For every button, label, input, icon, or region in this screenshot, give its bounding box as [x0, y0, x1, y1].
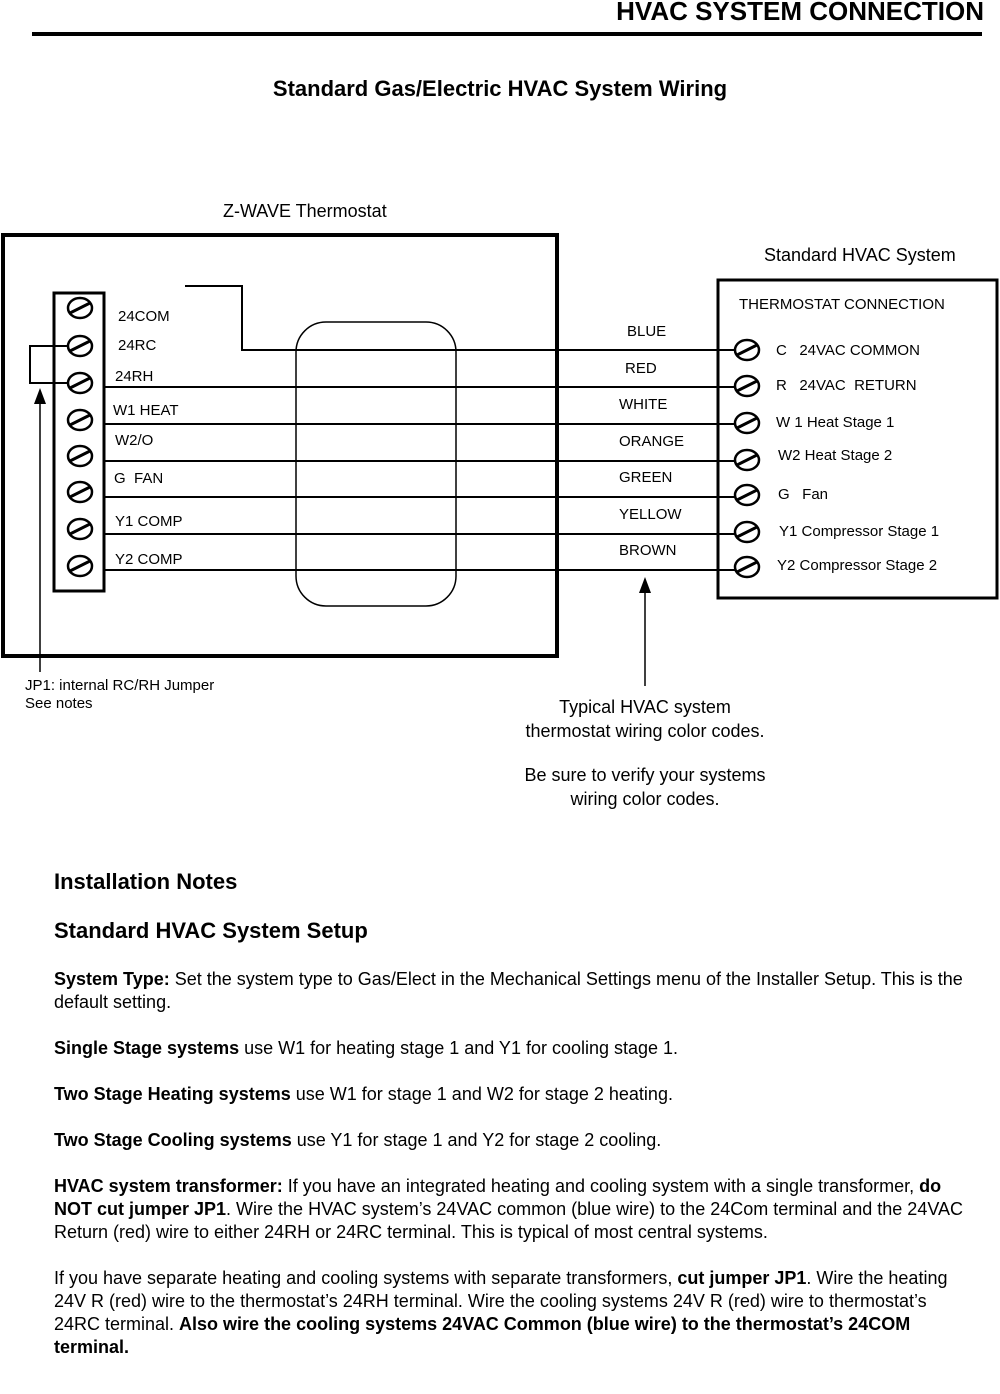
- installation-notes: [54, 870, 964, 1382]
- header-title: HVAC SYSTEM CONNECTION: [616, 0, 984, 26]
- screw-y1: [68, 519, 92, 539]
- screw-y2: [68, 556, 92, 576]
- jumper-jp1: [30, 346, 68, 383]
- terminal-label-y1: Y1 COMP: [115, 513, 183, 530]
- terminal-label-g: G FAN: [114, 470, 164, 487]
- colorcode-caption: [480, 695, 810, 811]
- caption-line3: Be sure to verify your systems: [524, 765, 766, 785]
- note-system-type: System Type: Set the system type to Gas/Elect in the Mechanical Settings menu of the Installer Setup. This is the default setting.: [54, 969, 963, 1012]
- caption-line1: Typical HVAC system: [559, 697, 731, 717]
- thermostat-component: [296, 322, 456, 606]
- screw-24rc: [68, 336, 92, 356]
- jumper-pointer-arrowhead: [34, 388, 46, 404]
- screw-w1: [68, 410, 92, 430]
- wire-label-red: RED: [625, 360, 657, 377]
- page-title: Standard Gas/Electric HVAC System Wiring: [272, 76, 728, 101]
- hvac-screws: [735, 340, 759, 577]
- caption-line2: thermostat wiring color codes.: [525, 721, 765, 741]
- hvac-box: [718, 280, 997, 598]
- hvac-screw-g: [735, 485, 759, 505]
- screw-24com: [68, 298, 92, 318]
- hvac-label-c: C 24VAC COMMON: [776, 342, 920, 359]
- notes-subheading: Standard HVAC System Setup: [54, 918, 368, 943]
- thermostat-screws: [68, 298, 92, 576]
- jumper-note-line1: JP1: internal RC/RH Jumper: [25, 677, 215, 694]
- hvac-label-r: R 24VAC RETURN: [776, 377, 917, 394]
- wire-24com: [185, 286, 557, 350]
- screw-24rh: [68, 373, 92, 393]
- wire-label-orange: ORANGE: [619, 433, 685, 450]
- terminal-label-24rc: 24RC: [118, 337, 157, 354]
- hvac-label-y2: Y2 Compressor Stage 2: [777, 557, 938, 574]
- hvac-label-g: G Fan: [778, 486, 829, 503]
- notes-heading: Installation Notes: [54, 869, 238, 894]
- hvac-label-y1: Y1 Compressor Stage 1: [779, 523, 940, 540]
- hvac-label-w1: W 1 Heat Stage 1: [776, 414, 895, 431]
- hvac-screw-w2: [735, 450, 759, 470]
- hvac-label-w2: W2 Heat Stage 2: [778, 447, 893, 464]
- jumper-note-line2: See notes: [25, 695, 93, 712]
- hvac-screw-y2: [735, 557, 759, 577]
- note-single-stage: Single Stage systems use W1 for heating stage 1 and Y1 for cooling stage 1.: [54, 1038, 679, 1058]
- hvac-header: THERMOSTAT CONNECTION: [739, 296, 945, 313]
- note-two-stage-heating: Two Stage Heating systems use W1 for stage 1 and W2 for stage 2 heating.: [54, 1084, 673, 1104]
- note-transformer: HVAC system transformer: If you have an integrated heating and cooling system with a single transformer, do NOT cut jumper JP1. Wire the HVAC system’s 24VAC common (blue wire) to the 24Com terminal and the 24VAC Return (red) wire to either 24RH or 24RC terminal. This is typical of most central systems.: [54, 1176, 964, 1242]
- wire-label-green: GREEN: [619, 469, 673, 486]
- hvac-screw-y1: [735, 522, 759, 542]
- note-separate-transformers: If you have separate heating and cooling systems with separate transformers, cut jumper JP1. Wire the heating 24V R (red) wire to the thermostat’s 24RH terminal. Wire the cooling systems 24V R (red) wire to thermostat’s 24RC terminal. Also wire the cooling systems 24VAC Common (blue wire) to the thermostat’s 24COM terminal.: [54, 1268, 948, 1357]
- colorcode-pointer-arrowhead: [639, 577, 651, 593]
- terminal-label-w2: W2/O: [115, 432, 154, 449]
- wire-label-yellow: YELLOW: [619, 506, 682, 523]
- screw-g: [68, 482, 92, 502]
- wire-label-brown: BROWN: [619, 542, 677, 559]
- terminal-label-y2: Y2 COMP: [115, 551, 183, 568]
- note-two-stage-cooling: Two Stage Cooling systems use Y1 for stage 1 and Y2 for stage 2 cooling.: [54, 1130, 662, 1150]
- hvac-screw-w1: [735, 413, 759, 433]
- hvac-screw-c: [735, 340, 759, 360]
- caption-line4: wiring color codes.: [570, 789, 720, 809]
- hvac-title: Standard HVAC System: [764, 245, 956, 265]
- thermostat-title: Z-WAVE Thermostat: [223, 201, 387, 221]
- terminal-label-24rh: 24RH: [115, 368, 154, 385]
- terminal-label-24com: 24COM: [118, 308, 170, 325]
- screw-w2: [68, 446, 92, 466]
- wire-label-blue: BLUE: [627, 323, 667, 340]
- terminal-label-w1: W1 HEAT: [113, 402, 179, 419]
- wire-label-white: WHITE: [619, 396, 668, 413]
- hvac-screw-r: [735, 376, 759, 396]
- thermostat-terminal-block: [54, 293, 104, 591]
